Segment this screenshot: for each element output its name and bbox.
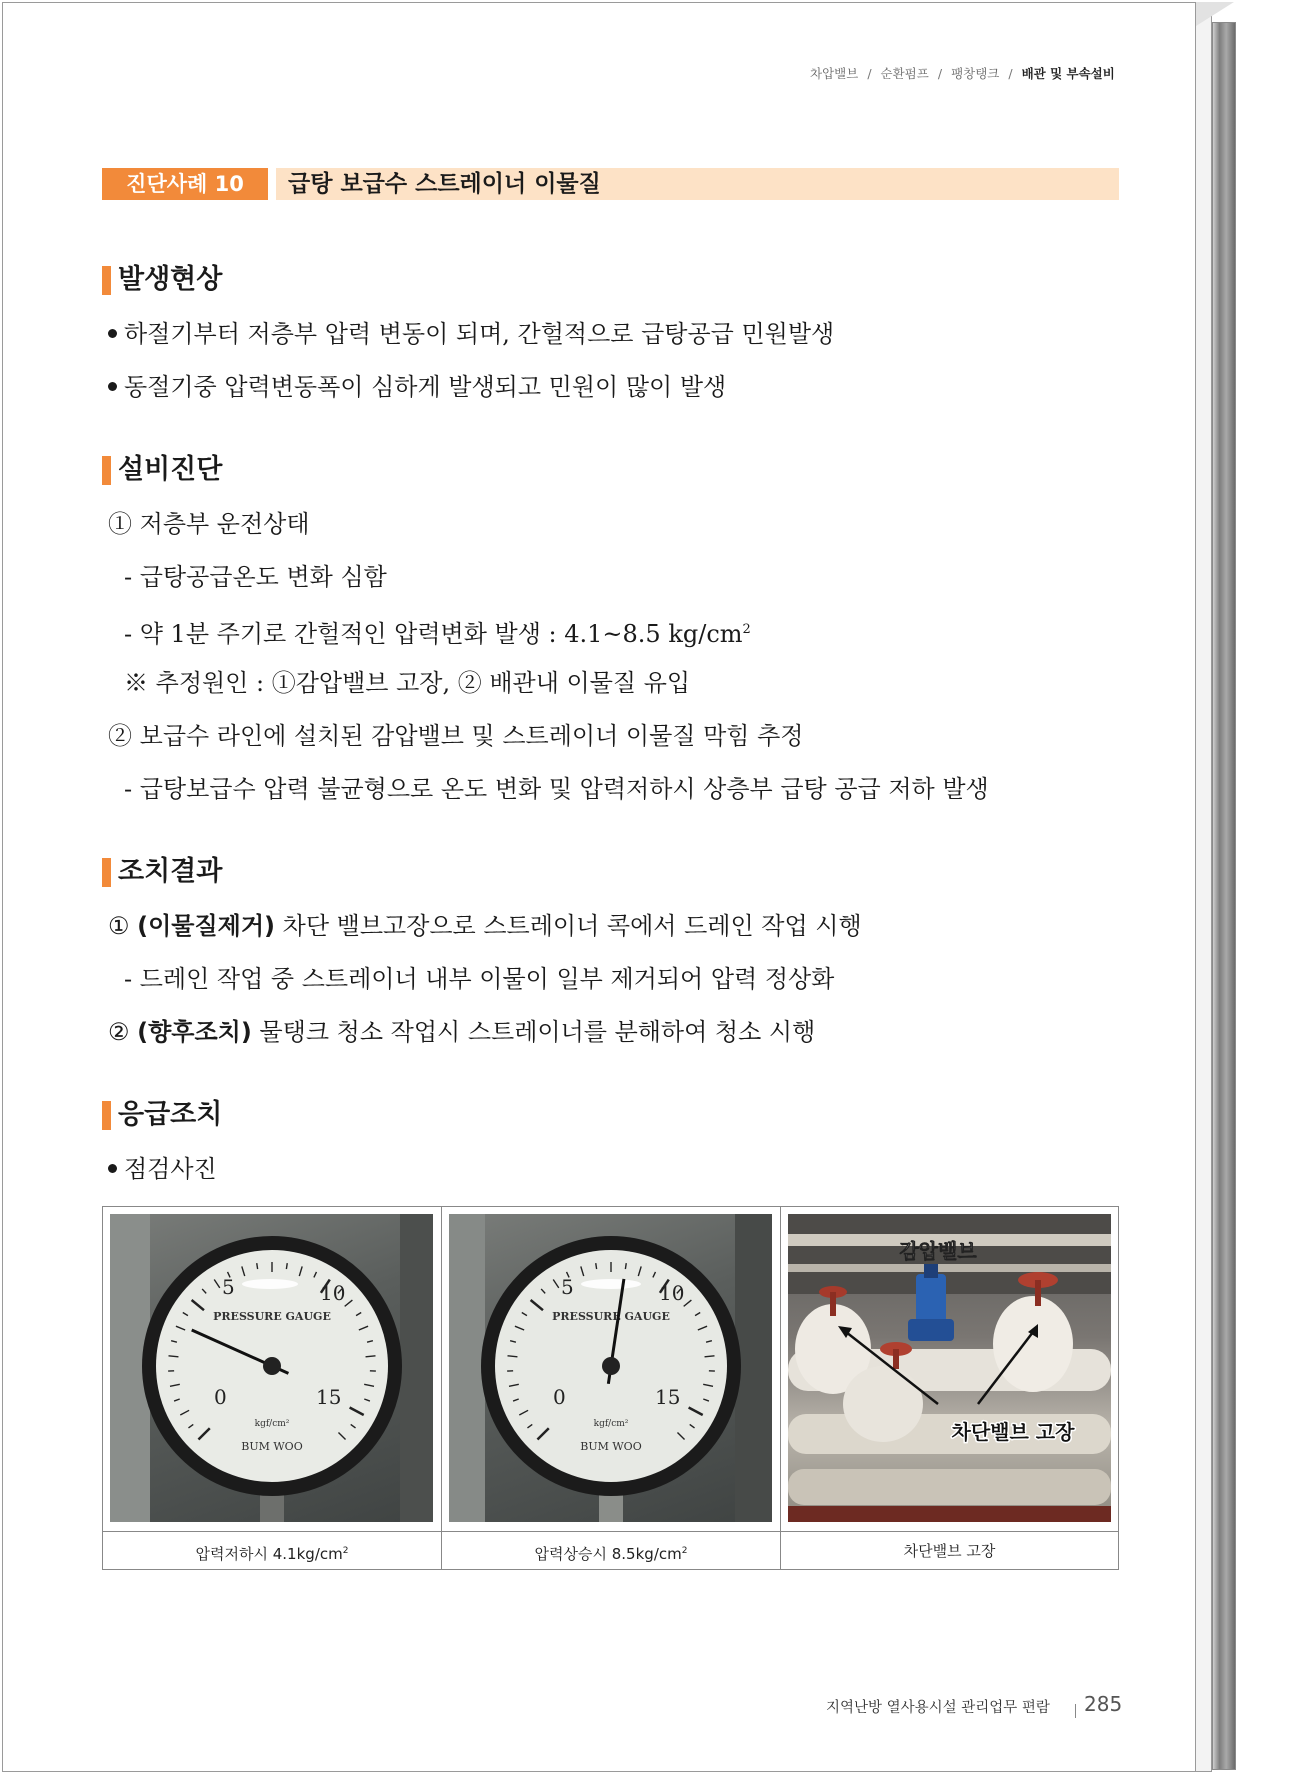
- diagnosis-item: ② 보급수 라인에 설치된 감압밸브 및 스트레이너 이물질 막힘 추정: [108, 722, 804, 750]
- photo-caption-text: 압력상승시 8.5kg/cm: [534, 1545, 682, 1563]
- valve-label-top: 감압밸브: [899, 1239, 977, 1263]
- diagnosis-subitem: [124, 614, 751, 650]
- section-heading-result: 조치결과: [102, 855, 222, 889]
- bullet-item: [108, 318, 834, 350]
- gauge-tick: [169, 1356, 179, 1357]
- result-item-text: 물탱크 청소 작업시 스트레이너를 분해하여 청소 시행: [251, 1018, 816, 1046]
- gauge-tick-label: 0: [214, 1385, 227, 1409]
- result-item: [108, 910, 862, 942]
- gauge-tick: [366, 1356, 376, 1357]
- gauge-tick-label: 10: [320, 1281, 346, 1305]
- pressure-gauge-icon: [110, 1214, 433, 1522]
- gauge-tick: [596, 1263, 597, 1269]
- pressure-gauge-photo: [110, 1214, 433, 1522]
- gauge-tick: [286, 1263, 287, 1269]
- bullet-text: 점검사진: [124, 1155, 217, 1183]
- photo-cell: [103, 1207, 442, 1569]
- diagnosis-subitem: - 급탕공급온도 변화 심함: [124, 563, 387, 591]
- gauge-tick-label: 15: [655, 1385, 681, 1409]
- diagnosis-subitem-text: - 약 1분 주기로 간헐적인 압력변화 발생 : 4.1~8.5 kg/cm: [124, 620, 743, 648]
- gauge-brand-text: PRESSURE GAUGE: [213, 1310, 331, 1323]
- gauge-tick: [508, 1356, 518, 1357]
- gauge-tick-label: 5: [222, 1275, 235, 1299]
- bullet-icon: [108, 382, 117, 391]
- gauge-maker-text: BUM WOO: [580, 1440, 642, 1453]
- gauge-unit-text: kgf/cm²: [254, 1419, 290, 1429]
- bullet-text: 하절기부터 저층부 압력 변동이 되며, 간헐적으로 급탕공급 민원발생: [124, 320, 835, 348]
- photo-caption: [781, 1531, 1118, 1569]
- bullet-icon: [108, 1164, 117, 1173]
- diagnosis-subitem: - 급탕보급수 압력 불균형으로 온도 변화 및 압력저하시 상층부 급탕 공급 저하 발생: [124, 775, 989, 803]
- bullet-icon: [108, 329, 117, 338]
- gauge-maker-text: BUM WOO: [241, 1440, 303, 1453]
- section-heading-diagnosis: 설비진단: [102, 453, 222, 487]
- gauge-tick: [625, 1263, 626, 1269]
- gauge-unit-text: kgf/cm²: [593, 1419, 629, 1429]
- pressure-gauge-photo: [449, 1214, 772, 1522]
- breadcrumb-current: 배관 및 부속설비: [1021, 66, 1115, 81]
- gauge-tick-label: 5: [561, 1275, 574, 1299]
- photo-cell: [442, 1207, 781, 1569]
- pressure-gauge-icon: [449, 1214, 772, 1522]
- photo-table: [102, 1206, 1119, 1570]
- photo-caption: [442, 1531, 780, 1569]
- gauge-tick: [257, 1263, 258, 1269]
- photo-caption: [103, 1531, 441, 1569]
- book-spine: [1212, 22, 1236, 1770]
- gauge-brand-text: PRESSURE GAUGE: [552, 1310, 670, 1323]
- result-item-number: ②: [108, 1018, 130, 1046]
- gauge-tick-label: 15: [316, 1385, 342, 1409]
- breadcrumb: 차압밸브 / 순환펌프 / 팽창탱크 / 배관 및 부속설비: [810, 66, 1115, 81]
- bullet-item: [108, 1153, 217, 1185]
- superscript: 2: [681, 1546, 688, 1556]
- photo-caption-text: 차단밸브 고장: [903, 1542, 996, 1560]
- bullet-item: [108, 371, 726, 403]
- photo-caption-text: 압력저하시 4.1kg/cm: [195, 1545, 343, 1563]
- diagnosis-item: ① 저층부 운전상태: [108, 510, 310, 538]
- result-item-bold: (이물질제거): [137, 912, 276, 940]
- footer-divider: [1075, 1704, 1076, 1718]
- superscript: 2: [742, 622, 751, 637]
- photo-cell: [781, 1207, 1118, 1569]
- case-tag: 진단사례 10: [102, 168, 268, 200]
- section-heading-emergency: 응급조치: [102, 1098, 222, 1132]
- result-item: [108, 1016, 815, 1048]
- result-item-number: ①: [108, 912, 130, 940]
- result-item-bold: (향후조치): [137, 1018, 252, 1046]
- gauge-tick: [705, 1356, 715, 1357]
- page-edge: [1196, 10, 1212, 1772]
- page-corner: [1196, 2, 1234, 26]
- bullet-text: 동절기중 압력변동폭이 심하게 발생되고 민원이 많이 발생: [124, 373, 727, 401]
- breadcrumb-item: 차압밸브: [810, 66, 859, 81]
- breadcrumb-item: 순환펌프: [880, 66, 929, 81]
- result-subitem: - 드레인 작업 중 스트레이너 내부 이물이 일부 제거되어 압력 정상화: [124, 965, 835, 993]
- valve-label-bottom: 차단밸브 고장: [951, 1420, 1075, 1444]
- valve-photo: [788, 1214, 1111, 1522]
- breadcrumb-item: 팽창탱크: [951, 66, 1000, 81]
- case-title: 급탕 보급수 스트레이너 이물질: [276, 168, 1119, 200]
- result-item-text: 차단 밸브고장으로 스트레이너 콕에서 드레인 작업 시행: [275, 912, 862, 940]
- diagnosis-note: ※ 추정원인 : ①감압밸브 고장, ② 배관내 이물질 유입: [124, 669, 691, 697]
- footer-title: 지역난방 열사용시설 관리업무 편람: [826, 1700, 1050, 1716]
- superscript: 2: [342, 1546, 349, 1556]
- gauge-tick-label: 0: [553, 1385, 566, 1409]
- gauge-tick-label: 10: [659, 1281, 685, 1305]
- section-heading-occurrence: 발생현상: [102, 263, 222, 297]
- valve-pipes-illustration: [788, 1214, 1111, 1522]
- page-number: 285: [1084, 1692, 1123, 1716]
